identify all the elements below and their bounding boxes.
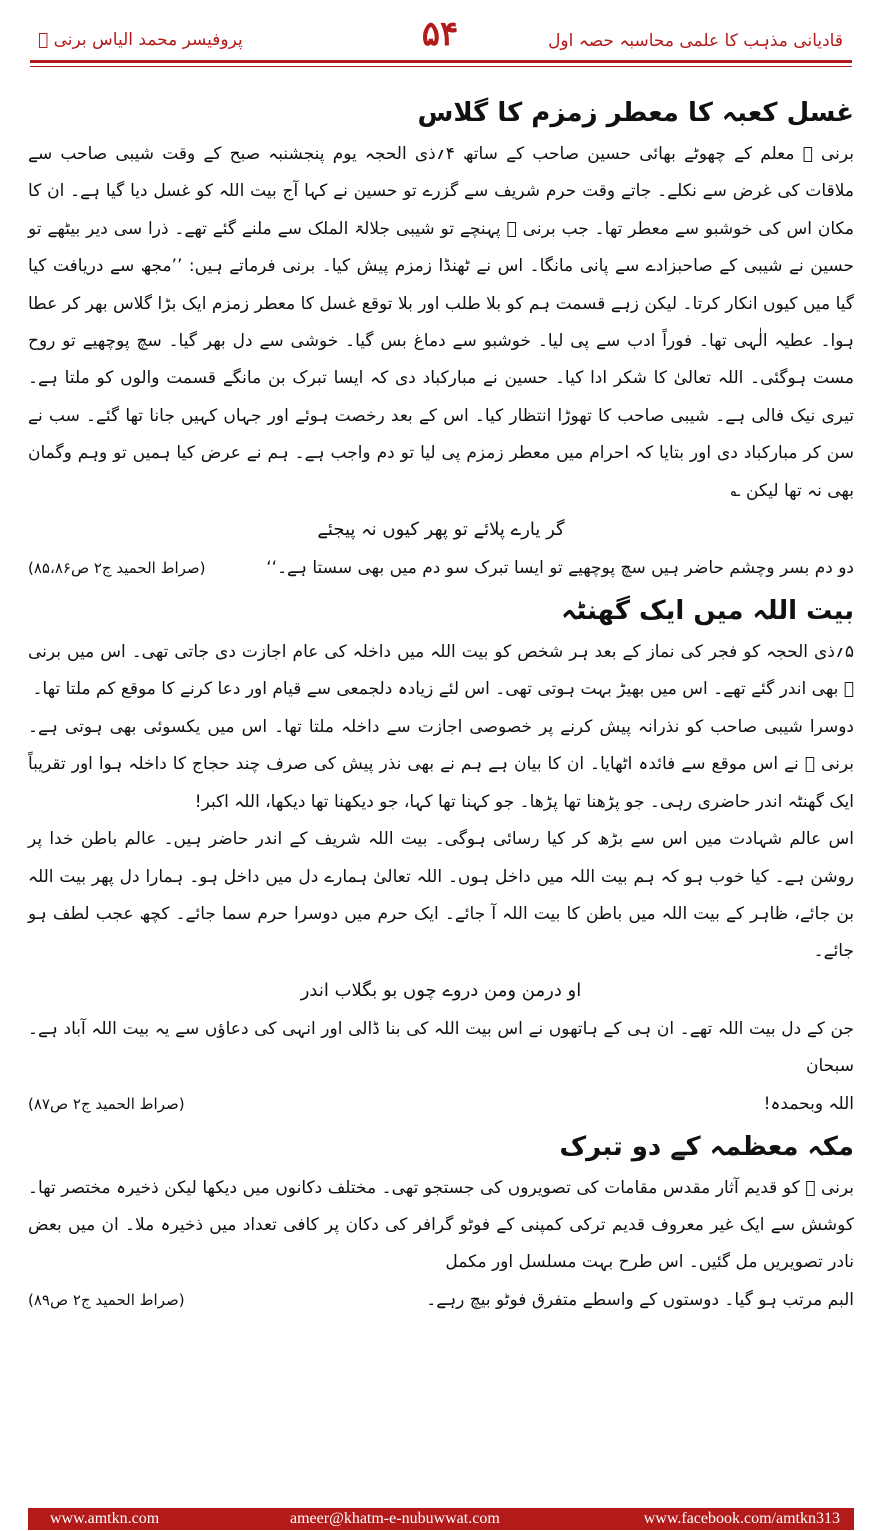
paragraph: جن کے دل بیت اللہ تھے۔ ان ہی کے ہاتھوں نے اس بیت اللہ کی بنا ڈالی اور انہی کی دعاؤں سے یہ بیت اللہ آباد ہے۔ سبحان	[28, 1018, 854, 1077]
footer-facebook-link[interactable]: www.facebook.com/amtkn313	[643, 1510, 840, 1527]
header-rule-thin	[30, 66, 852, 67]
section-heading: بیت اللہ میں ایک گھنٹہ	[561, 596, 854, 627]
reference-citation: (صراط الحمید ج۲ ص۸۷)	[28, 1094, 185, 1113]
footer-website-link[interactable]: www.amtkn.com	[50, 1510, 160, 1527]
reference-line-text: البم مرتب ہو گیا۔ دوستوں کے واسطے متفرق فوٹو بیچ رہے۔	[426, 1289, 854, 1310]
reference-line	[28, 1086, 854, 1122]
reference-line	[28, 550, 854, 586]
paragraph: ۵؍ذی الحجہ کو فجر کی نماز کے بعد ہر شخص کو بیت اللہ میں داخلہ کی عام اجازت دی جاتی تھی۔ اس میں برنی ﷫ بھی اندر گئے تھے۔ اس میں بھیڑ بہت ہوتی تھی۔ اس لئے زیادہ دلجمعی سے قیام اور دعا کرنے کا موقع کم ملتا تھا۔	[28, 642, 854, 700]
paragraph: اس عالم شہادت میں اس سے بڑھ کر کیا رسائی ہوگی۔ بیت اللہ شریف کے اندر حاضر ہیں۔ عالم باطن خدا پر روشن ہے۔ کیا خوب ہو کہ ہم بیت اللہ میں داخل ہوں۔ اللہ تعالیٰ ہمارے دل میں داخل ہو۔ ہمارا دل پھر بیت اللہ بن جائے، ظاہر کے بیت اللہ میں باطن کا بیت اللہ آ جائے۔ ایک حرم میں دوسرا حرم سما جائے۔ کچھ عجب لطف ہو جائے۔	[28, 829, 854, 962]
poetry-verse: گر یارے پلائے تو پھر کیوں نہ پیجئے	[317, 519, 565, 541]
book-title: قادیانی مذہب کا علمی محاسبہ حصہ اول	[548, 31, 843, 51]
reference-citation: (صراط الحمید ج۲ ص۸۹)	[28, 1290, 185, 1309]
page-number: ۵۴	[421, 14, 459, 54]
reference-line-text: دو دم بسر وچشم حاضر ہیں سچ پوچھیے تو ایسا تبرک سو دم میں بھی سستا ہے۔‘‘	[266, 558, 854, 579]
footer-email-link[interactable]: ameer@khatm-e-nubuwwat.com	[290, 1510, 500, 1527]
author-name: پروفیسر محمد الیاس برنی ﷫	[38, 30, 243, 50]
page-footer	[28, 1508, 854, 1530]
paragraph: برنی ﷫ معلم کے چھوٹے بھائی حسین صاحب کے ساتھ ۴؍ذی الحجہ یوم پنجشنبہ صبح کے وقت شیبی صاحب سے ملاقات کی غرض سے نکلے۔ جاتے وقت حرم شریف سے گزرے تو حسین نے کہا آج بیت اللہ کو غسل دیا گیا ہے۔ ان کا مکان اس کی خوشبو سے معطر تھا۔ جب برنی ﷫ پہنچے تو شیبی جلالۃ الملک سے ملنے گئے تھے۔ ذرا سی دیر بیٹھے تو حسین نے شیبی کے صاحبزادے سے پانی مانگا۔ اس نے ٹھنڈا زمزم پیش کیا۔ برنی فرماتے ہیں: ’’مجھ سے دریافت کیا گیا میں کیوں انکار کرتا۔ لیکن زہے قسمت ہم کو بلا طلب اور بلا توقع غسل کا معطر زمزم ایک بڑا گلاس بھر کر عطا ہوا۔ عطیہ الٰہی تھا۔ فوراً ادب سے پی لیا۔ خوشبو سے دماغ بس گیا۔ خوشی سے دل بھر گیا۔ سچ پوچھیے تو روح مست ہوگئی۔ اللہ تعالیٰ کا شکر ادا کیا۔ حسین نے مبارکباد دی کہ ایسا تبرک بن مانگے قسمت والوں کو ملتا ہے۔ تیری نیک فالی ہے۔ شیبی صاحب کا تھوڑا انتظار کیا۔ اس کے بعد رخصت ہوئے اور جہاں کہیں جانا تھا گئے۔ سب نے سن کر مبارکباد دی اور بتایا کہ احرام میں معطر زمزم پی لیا تو دم واجب ہے۔ ہم نے عرض کیا ہمیں تو وہم وگمان بھی نہ تھا لیکن ؎	[28, 144, 855, 501]
paragraph: دوسرا شیبی صاحب کو نذرانہ پیش کرنے پر خصوصی اجازت سے داخلہ ملتا تھا۔ اس میں یکسوئی بھی ہوتی ہے۔ برنی ﷫ نے اس موقع سے فائدہ اٹھایا۔ ان کا بیان ہے ہم نے بھی نذر پیش کی صرف چند حجاج کا داخلہ ہوا اور تقریباً ایک گھنٹہ اندر حاضری رہی۔ جو پڑھنا تھا پڑھا۔ جو کہنا تھا کہا، جو دیکھنا تھا دیکھا، اللہ اکبر!	[28, 716, 854, 812]
section-heading: غسل کعبہ کا معطر زمزم کا گلاس	[417, 98, 854, 128]
page-content	[28, 88, 854, 1318]
reference-line	[28, 1282, 854, 1318]
poetry-verse: او درمن ومن دروے چوں بو بگلاب اندر	[300, 979, 582, 1001]
reference-citation: (صراط الحمید ج۲ ص۸۵،۸۶)	[28, 559, 206, 578]
reference-line-text: اللہ وبحمدہ!	[763, 1093, 854, 1114]
paragraph: برنی ﷫ کو قدیم آثار مقدس مقامات کی تصویروں کی جستجو تھی۔ مختلف دکانوں میں دیکھا لیکن ذخیرہ مختصر تھا۔ کوشش سے ایک غیر معروف قدیم ترکی کمپنی کے فوٹو گرافر کی دکان پر کافی تعداد میں ذخیرہ ملا۔ ان میں بعض نادر تصویریں مل گئیں۔ اس طرح بہت مسلسل اور مکمل	[28, 1177, 854, 1273]
header-rule	[30, 60, 852, 63]
section-heading: مکہ معظمہ کے دو تبرک	[559, 1131, 854, 1162]
page-header	[0, 0, 881, 70]
